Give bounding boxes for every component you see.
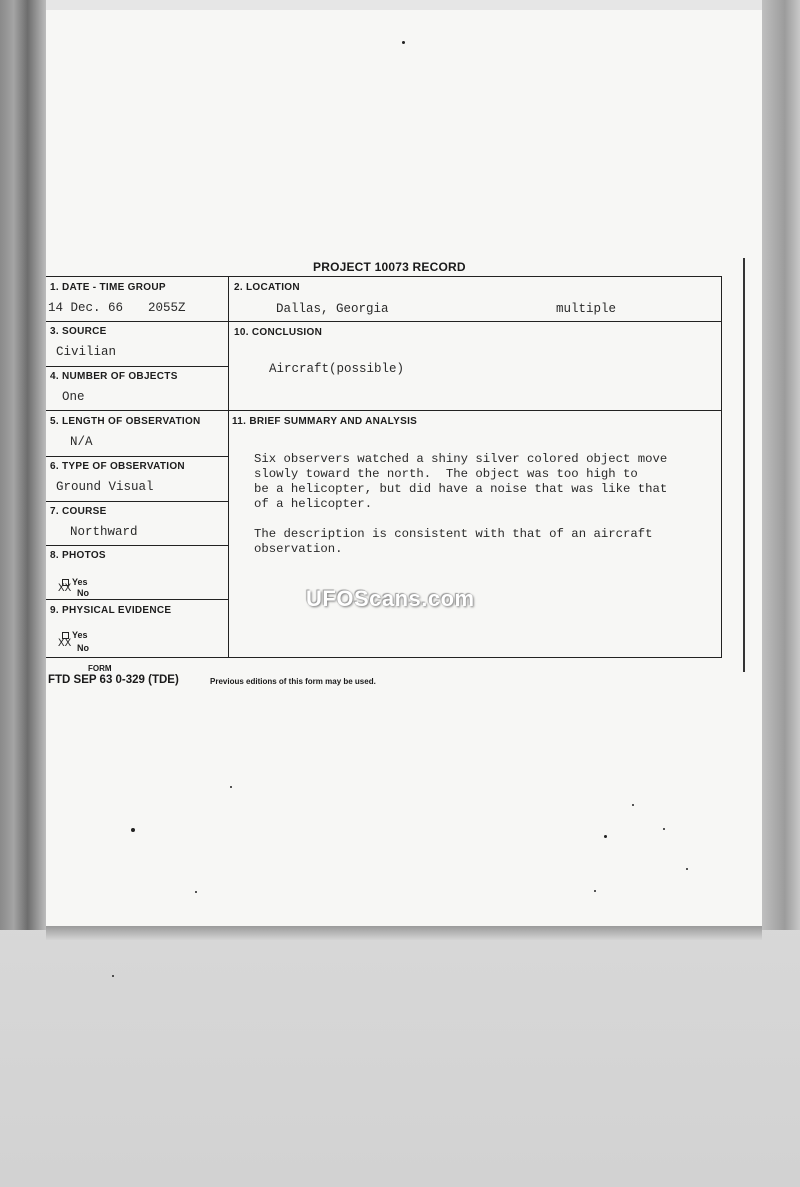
summary-paragraph-2: The description is consistent with that of an aircraft observation. <box>254 527 653 556</box>
row-divider <box>46 321 722 322</box>
row-divider <box>46 501 228 502</box>
length-of-observation-value: N/A <box>70 435 93 449</box>
type-of-observation-value: Ground Visual <box>56 480 154 494</box>
scan-speck <box>632 804 634 806</box>
scan-speck <box>131 828 135 832</box>
time-value: 2055Z <box>148 301 186 315</box>
scan-speck <box>604 835 607 838</box>
footer-note: Previous editions of this form may be used. <box>210 677 376 686</box>
conclusion-label: 10. CONCLUSION <box>234 327 323 338</box>
course-value: Northward <box>70 525 138 539</box>
footer-form-word: FORM <box>88 664 112 673</box>
number-of-objects-value: One <box>62 390 85 404</box>
scan-left-edge <box>0 0 46 930</box>
source-value: Civilian <box>56 345 117 359</box>
margin-line <box>743 258 745 672</box>
source-label: 3. SOURCE <box>50 326 107 337</box>
scan-speck <box>230 786 232 788</box>
footer-form-number: FTD SEP 63 0-329 (TDE) <box>48 674 179 686</box>
type-of-observation-label: 6. TYPE OF OBSERVATION <box>50 461 185 472</box>
page-shadow <box>46 926 762 940</box>
scan-speck <box>594 890 596 892</box>
location-label: 2. LOCATION <box>234 282 300 293</box>
column-divider <box>228 276 229 658</box>
row-divider <box>46 599 228 600</box>
photos-label: 8. PHOTOS <box>50 550 106 561</box>
length-of-observation-label: 5. LENGTH OF OBSERVATION <box>50 416 201 427</box>
scan-speck <box>112 975 114 977</box>
row-divider <box>46 456 228 457</box>
physical-evidence-no-mark: XX <box>58 638 72 650</box>
physical-evidence-no-label: No <box>77 643 89 653</box>
physical-evidence-label: 9. PHYSICAL EVIDENCE <box>50 605 172 616</box>
course-label: 7. COURSE <box>50 506 107 517</box>
scan-speck <box>195 891 197 893</box>
summary-label: 11. BRIEF SUMMARY AND ANALYSIS <box>232 416 418 427</box>
row-divider <box>46 545 228 546</box>
location-value: Dallas, Georgia <box>276 302 389 316</box>
physical-evidence-yes-label: Yes <box>72 630 88 640</box>
row-divider <box>46 366 228 367</box>
date-time-group-label: 1. DATE - TIME GROUP <box>50 282 166 293</box>
location-extra: multiple <box>556 302 617 316</box>
watermark: UFOScans.com <box>306 586 475 611</box>
scan-speck <box>686 868 688 870</box>
number-of-objects-label: 4. NUMBER OF OBJECTS <box>50 371 178 382</box>
photos-yes-label: Yes <box>72 577 88 587</box>
scan-speck <box>402 41 405 44</box>
photos-no-label: No <box>77 588 89 598</box>
date-value: 14 Dec. 66 <box>48 301 124 315</box>
summary-paragraph-1: Six observers watched a shiny silver colored object move slowly toward the north. The object was too high to be a helicopter, but did have a noise that was like that of a helicopter. <box>254 452 668 511</box>
scan-right-edge <box>762 0 800 930</box>
photos-no-mark: XX <box>58 583 72 595</box>
scan-speck <box>663 828 665 830</box>
conclusion-value: Aircraft(possible) <box>269 362 405 376</box>
row-divider <box>46 410 722 411</box>
form-title: PROJECT 10073 RECORD <box>313 260 466 274</box>
